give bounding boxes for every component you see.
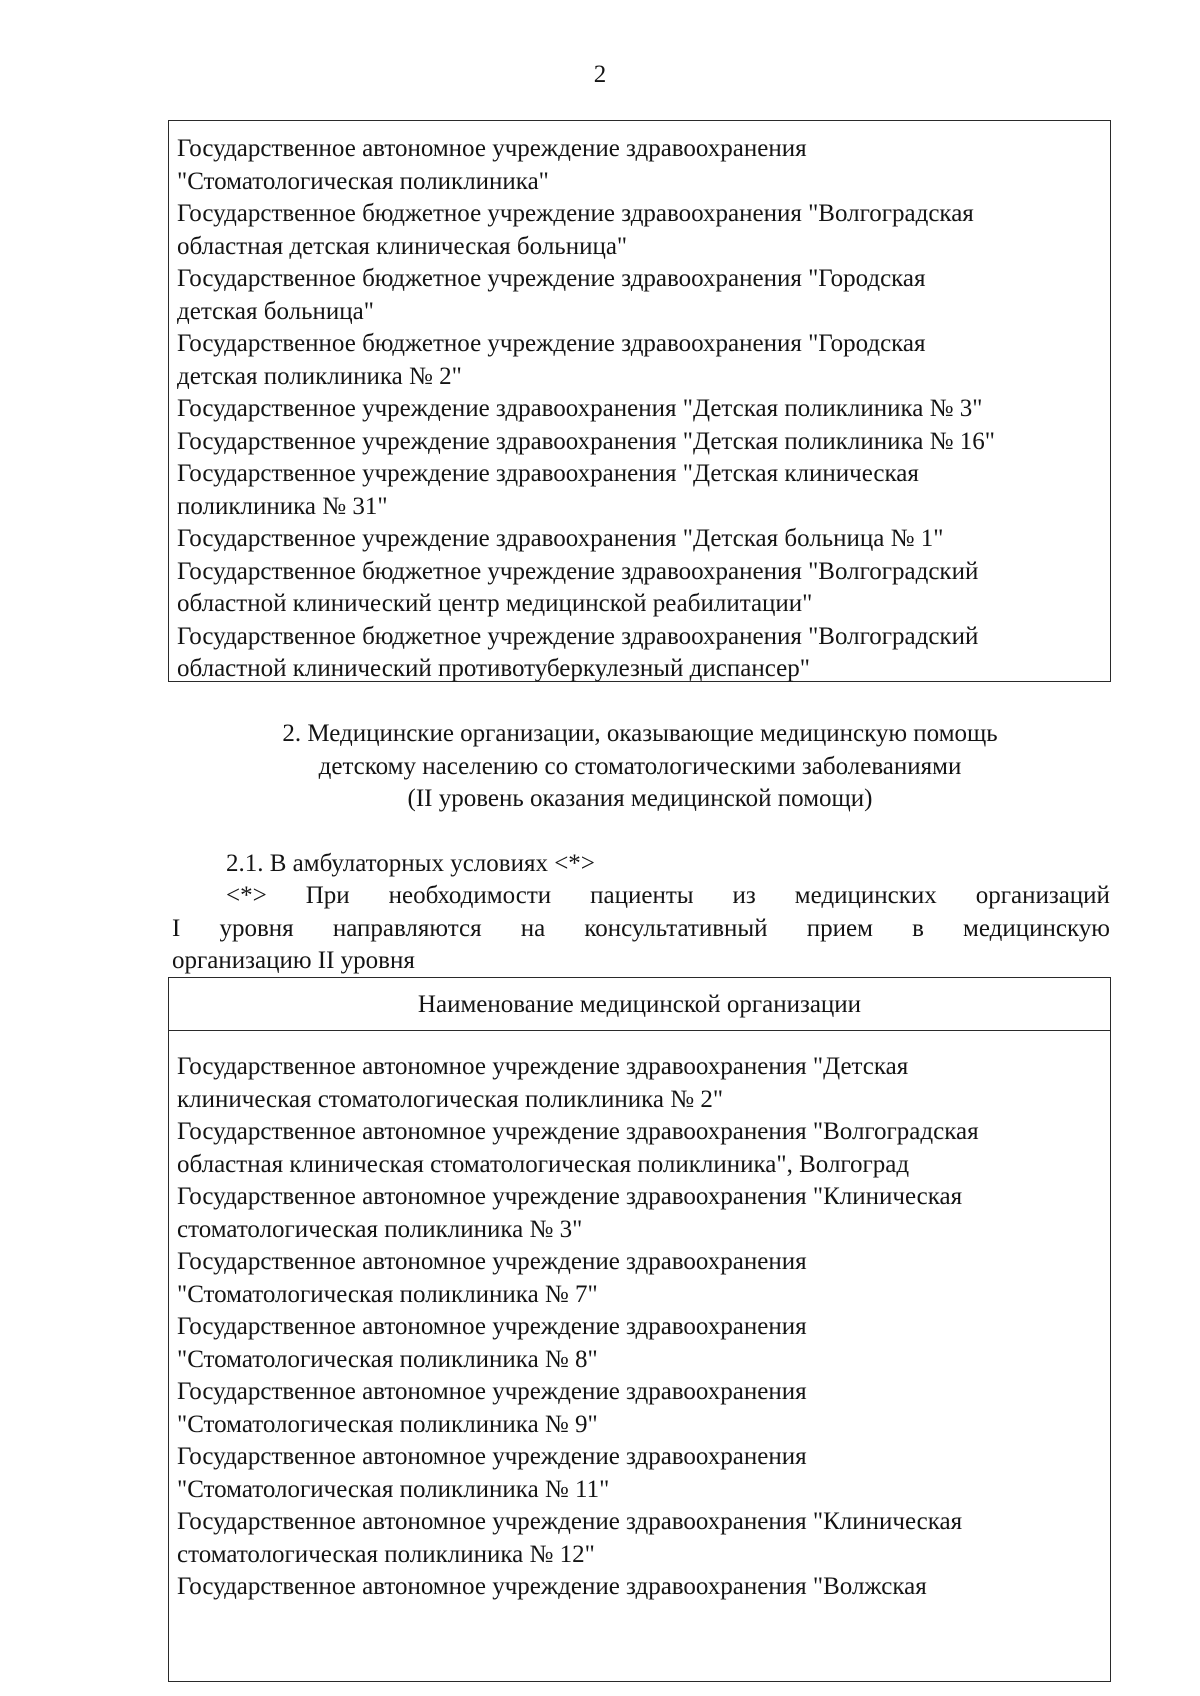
organization-entry [177, 133, 1110, 198]
footnote-word: в [912, 914, 924, 942]
organization-name-line: "Стоматологическая поликлиника № 7" [177, 1280, 598, 1308]
organization-name-line: "Стоматологическая поликлиника № 11" [177, 1475, 610, 1503]
footnote-word: пациенты [590, 882, 694, 909]
organizations-table-level-1 [168, 120, 1111, 682]
footnote-word: организаций [975, 882, 1110, 909]
organization-name-line: Государственное бюджетное учреждение здравоохранения "Городская [177, 265, 926, 292]
organization-entry [177, 198, 1110, 263]
organization-name-line: областная детская клиническая больница" [177, 232, 628, 260]
organization-name-line: "Стоматологическая поликлиника" [177, 167, 549, 195]
organization-entry [177, 426, 1110, 459]
organization-name-line: Государственное бюджетное учреждение здравоохранения "Волгоградский [177, 557, 979, 585]
footnote [172, 880, 1110, 978]
footnote-word: I [172, 914, 181, 942]
organization-name-line: "Стоматологическая поликлиника № 8" [177, 1345, 598, 1373]
organization-name-line: стоматологическая поликлиника № 3" [177, 1215, 583, 1243]
organization-name-line: Государственное учреждение здравоохранения "Детская клиническая [177, 460, 919, 487]
organization-entry [177, 1571, 1110, 1604]
organization-entry [177, 621, 1110, 686]
footnote-word: медицинских [794, 882, 937, 909]
section-2-heading-line-2: детскому населению со стоматологическими заболеваниями [318, 752, 962, 780]
organization-name-line: Государственное автономное учреждение здравоохранения "Волгоградская [177, 1118, 979, 1145]
organization-entry [177, 393, 1110, 426]
organization-name-line: детская больница" [177, 297, 374, 325]
organization-name-line: Государственное автономное учреждение здравоохранения [177, 1248, 807, 1275]
organization-entry [177, 1181, 1110, 1246]
organization-name-line: Государственное автономное учреждение здравоохранения "Клиническая [177, 1508, 963, 1535]
organization-name-line: областной клинический центр медицинской реабилитации" [177, 590, 813, 617]
footnote-word: направляются [332, 914, 482, 942]
organization-name-line: стоматологическая поликлиника № 12" [177, 1540, 595, 1568]
organization-entry [177, 1116, 1110, 1181]
organization-name-line: Государственное бюджетное учреждение здравоохранения "Волгоградский [177, 622, 979, 650]
organization-entry [177, 263, 1110, 328]
section-2-heading [170, 718, 1110, 816]
footnote-word: уровня [219, 914, 294, 942]
footnote-word: консультативный [584, 914, 768, 942]
organization-name-line: Государственное бюджетное учреждение здравоохранения "Городская [177, 330, 926, 357]
section-2-heading-line-3: (II уровень оказания медицинской помощи) [407, 785, 873, 812]
organization-name-line: Государственное автономное учреждение здравоохранения "Клиническая [177, 1183, 963, 1210]
organization-entry [177, 1441, 1110, 1506]
organization-name-line: Государственное бюджетное учреждение здравоохранения "Волгоградская [177, 200, 974, 227]
footnote-word: прием [806, 914, 873, 942]
table-body [169, 1031, 1110, 1604]
footnote-word: При [305, 882, 350, 909]
organization-name-line: клиническая стоматологическая поликлиника № 2" [177, 1085, 724, 1113]
organization-name-line: Государственное учреждение здравоохранения "Детская поликлиника № 3" [177, 395, 983, 422]
organization-entry [177, 523, 1110, 556]
footnote-word: медицинскую [963, 914, 1110, 942]
organization-name-line: Государственное автономное учреждение здравоохранения "Волжская [177, 1573, 927, 1600]
organization-entry [177, 1051, 1110, 1116]
organization-entry [177, 1311, 1110, 1376]
organization-name-line: "Стоматологическая поликлиника № 9" [177, 1410, 598, 1438]
organization-entry [177, 458, 1110, 523]
organization-entry [177, 1376, 1110, 1441]
organization-name-line: Государственное учреждение здравоохранения "Детская поликлиника № 16" [177, 427, 995, 455]
organization-entry [177, 556, 1110, 621]
organization-entry [177, 1246, 1110, 1311]
organization-name-line: детская поликлиника № 2" [177, 362, 462, 390]
organizations-table-level-2 [168, 977, 1111, 1682]
subsection-2-1-title: 2.1. В амбулаторных условиях <*> [226, 850, 595, 877]
organization-name-line: Государственное автономное учреждение здравоохранения [177, 135, 807, 162]
organization-name-line: Государственное учреждение здравоохранения "Детская больница № 1" [177, 525, 944, 552]
footnote-word: из [732, 882, 756, 909]
footnote-line-3: организацию II уровня [172, 947, 415, 974]
organization-name-line: областная клиническая стоматологическая поликлиника", Волгоград [177, 1150, 910, 1178]
footnote-word: <*> [226, 882, 267, 909]
organization-name-line: Государственное автономное учреждение здравоохранения [177, 1313, 807, 1340]
organization-entry [177, 328, 1110, 393]
table-header-organization-name: Наименование медицинской организации [169, 978, 1110, 1031]
organization-entry [177, 1506, 1110, 1571]
footnote-line-2 [172, 913, 1110, 946]
organization-name-line: Государственное автономное учреждение здравоохранения [177, 1443, 807, 1470]
page-number: 2 [593, 61, 607, 88]
footnote-word: необходимости [388, 882, 552, 909]
section-2-heading-line-1: 2. Медицинские организации, оказывающие медицинскую помощь [282, 720, 998, 747]
organization-name-line: Государственное автономное учреждение здравоохранения [177, 1378, 807, 1405]
organization-name-line: областной клинический противотуберкулезный диспансер" [177, 655, 810, 682]
organization-name-line: Государственное автономное учреждение здравоохранения "Детская [177, 1053, 909, 1080]
footnote-line-1 [172, 880, 1110, 913]
organization-name-line: поликлиника № 31" [177, 492, 388, 520]
footnote-word: на [520, 914, 546, 942]
